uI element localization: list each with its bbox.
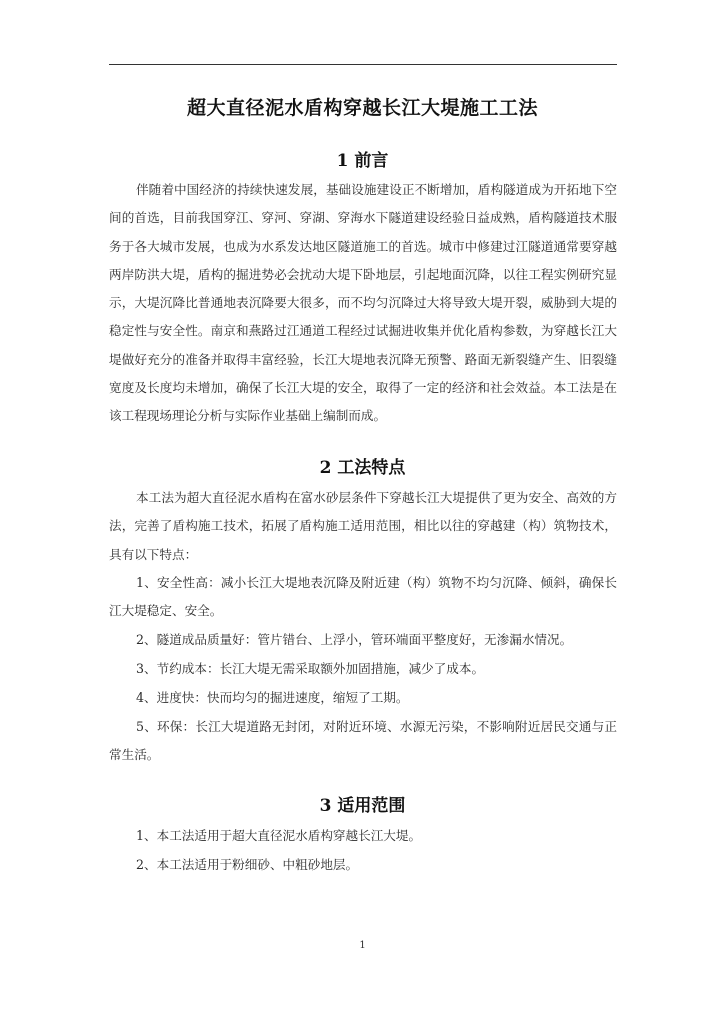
section-heading-3: 3 适用范围 <box>319 796 406 816</box>
section-2-item-2: 2、隧道成品质量好：管片错台、上浮小，管环端面平整度好，无渗漏水情况。 <box>136 632 573 647</box>
section-3-item-1: 1、本工法适用于超大直径泥水盾构穿越长江大堤。 <box>136 828 422 843</box>
header-rule <box>109 64 617 65</box>
section-3-item-2: 2、本工法适用于粉细砂、中粗砂地层。 <box>136 857 359 872</box>
section-2-item-4: 4、进度快：快而均匀的掘进速度，缩短了工期。 <box>136 690 409 705</box>
section-1-paragraph-1: 伴随着中国经济的持续快速发展，基础设施建设正不断增加，盾构隧道成为开拓地下空间的首选，目前我国穿江、穿河、穿湖、穿海水下隧道建设经验日益成熟，盾构隧道技术服务于各大城市发展，也成为水系发达地区隧道施工的首选。城市中修建过江隧道通常要穿越两岸防洪大堤，盾构的掘进势必会扰动大堤下卧地层，引起地面沉降，以往工程实例研究显示，大堤沉降比普通地表沉降要大很多，而不均匀沉降过大将导致大堤开裂，威胁到大堤的稳定性与安全性。南京和燕路过江通道工程经过试掘进收集并优化盾构参数，为穿越长江大堤做好充分的准备并取得丰富经验，长江大堤地表沉降无预警、路面无新裂缝产生、旧裂缝宽度及长度均未增加，确保了长江大堤的安全，取得了一定的经济和社会效益。本工法是在该工程现场理论分析与实际作业基础上编制而成。 <box>109 182 617 424</box>
section-2-item-1: 1、安全性高：减小长江大堤地表沉降及附近建（构）筑物不均匀沉降、倾斜，确保长江大堤稳定、安全。 <box>109 575 617 619</box>
section-2-intro-paragraph: 本工法为超大直径泥水盾构在富水砂层条件下穿越长江大堤提供了更为安全、高效的方法，完善了盾构施工技术，拓展了盾构施工适用范围，相比以往的穿越建（构）筑物技术，具有以下特点： <box>109 490 617 562</box>
document-title: 超大直径泥水盾构穿越长江大堤施工工法 <box>186 97 538 119</box>
section-2-item-3: 3、节约成本：长江大堤无需采取额外加固措施，减少了成本。 <box>136 661 485 676</box>
page-number: 1 <box>359 940 366 951</box>
section-2-item-5: 5、环保：长江大堤道路无封闭，对附近环境、水源无污染，不影响附近居民交通与正常生活。 <box>109 719 617 763</box>
section-heading-2: 2 工法特点 <box>319 458 406 478</box>
section-heading-1: 1 前言 <box>336 151 389 171</box>
